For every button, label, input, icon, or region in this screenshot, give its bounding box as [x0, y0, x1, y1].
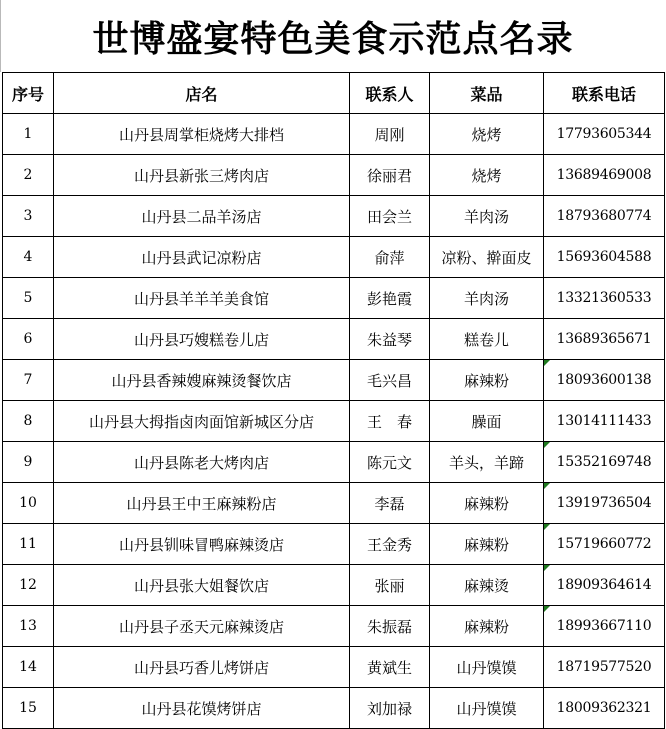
- cell-index: 6: [3, 319, 54, 360]
- cell-shop-name: 山丹县张大姐餐饮店: [54, 565, 350, 606]
- cell-phone: 13321360533: [544, 278, 665, 319]
- table-row: [3, 442, 665, 483]
- cell-index: 3: [3, 196, 54, 237]
- cell-index: 13: [3, 606, 54, 647]
- cell-dish: 山丹馍馍: [430, 688, 544, 729]
- cell-contact: 王 春: [350, 401, 430, 442]
- cell-shop-name: 山丹县子丞天元麻辣烫店: [54, 606, 350, 647]
- cell-contact: 朱振磊: [350, 606, 430, 647]
- cell-shop-name: 山丹县周掌柜烧烤大排档: [54, 114, 350, 155]
- cell-dish: 山丹馍馍: [430, 647, 544, 688]
- cell-dish: 麻辣粉: [430, 360, 544, 401]
- cell-contact: 张丽: [350, 565, 430, 606]
- cell-shop-name: 山丹县二品羊汤店: [54, 196, 350, 237]
- cell-dish: 糕卷儿: [430, 319, 544, 360]
- table-row: [3, 565, 665, 606]
- table-row: [3, 319, 665, 360]
- table-row: [3, 688, 665, 729]
- table-row: [3, 483, 665, 524]
- cell-phone: 18993667110: [544, 606, 665, 647]
- cell-shop-name: 山丹县陈老大烤肉店: [54, 442, 350, 483]
- table-row: [3, 524, 665, 565]
- header-dish: 菜品: [430, 73, 544, 114]
- cell-index: 12: [3, 565, 54, 606]
- cell-index: 15: [3, 688, 54, 729]
- cell-dish: 烧烤: [430, 155, 544, 196]
- cell-dish: 麻辣粉: [430, 606, 544, 647]
- cell-contact: 徐丽君: [350, 155, 430, 196]
- cell-index: 9: [3, 442, 54, 483]
- table-row: [3, 196, 665, 237]
- cell-phone: 13689469008: [544, 155, 665, 196]
- cell-phone: 18793680774: [544, 196, 665, 237]
- cell-contact: 朱益琴: [350, 319, 430, 360]
- cell-shop-name: 山丹县大拇指卤肉面馆新城区分店: [54, 401, 350, 442]
- restaurant-table: [2, 72, 665, 729]
- cell-index: 4: [3, 237, 54, 278]
- cell-phone: 13689365671: [544, 319, 665, 360]
- cell-dish: 臊面: [430, 401, 544, 442]
- table-row: [3, 360, 665, 401]
- cell-shop-name: 山丹县香辣嫂麻辣烫餐饮店: [54, 360, 350, 401]
- cell-shop-name: 山丹县新张三烤肉店: [54, 155, 350, 196]
- cell-dish: 麻辣粉: [430, 524, 544, 565]
- cell-dish: 麻辣粉: [430, 483, 544, 524]
- cell-index: 10: [3, 483, 54, 524]
- cell-phone: 15693604588: [544, 237, 665, 278]
- cell-phone: 18009362321: [544, 688, 665, 729]
- header-index: 序号: [3, 73, 54, 114]
- cell-phone: 18909364614: [544, 565, 665, 606]
- header-phone: 联系电话: [544, 73, 665, 114]
- table-row: [3, 401, 665, 442]
- cell-contact: 周刚: [350, 114, 430, 155]
- cell-index: 5: [3, 278, 54, 319]
- cell-contact: 李磊: [350, 483, 430, 524]
- cell-phone: 15352169748: [544, 442, 665, 483]
- cell-index: 1: [3, 114, 54, 155]
- cell-shop-name: 山丹县巧香儿烤饼店: [54, 647, 350, 688]
- table-row: [3, 606, 665, 647]
- table-header-row: [3, 73, 665, 114]
- table-body: [3, 114, 665, 729]
- cell-dish: 烧烤: [430, 114, 544, 155]
- cell-index: 11: [3, 524, 54, 565]
- cell-phone: 15719660772: [544, 524, 665, 565]
- table-row: [3, 647, 665, 688]
- cell-dish: 羊头，羊蹄: [430, 442, 544, 483]
- cell-contact: 俞萍: [350, 237, 430, 278]
- cell-dish: 羊肉汤: [430, 196, 544, 237]
- table-row: [3, 278, 665, 319]
- cell-shop-name: 山丹县巧嫂糕卷儿店: [54, 319, 350, 360]
- cell-contact: 黄斌生: [350, 647, 430, 688]
- cell-index: 14: [3, 647, 54, 688]
- cell-dish: 凉粉、擀面皮: [430, 237, 544, 278]
- cell-phone: 17793605344: [544, 114, 665, 155]
- cell-phone: 13014111433: [544, 401, 665, 442]
- cell-shop-name: 山丹县花馍烤饼店: [54, 688, 350, 729]
- cell-contact: 刘加禄: [350, 688, 430, 729]
- cell-dish: 麻辣烫: [430, 565, 544, 606]
- table-row: [3, 237, 665, 278]
- header-shop-name: 店名: [54, 73, 350, 114]
- page-title: 世博盛宴特色美食示范点名录: [92, 17, 574, 60]
- cell-dish: 羊肉汤: [430, 278, 544, 319]
- table-row: [3, 114, 665, 155]
- cell-shop-name: 山丹县王中王麻辣粉店: [54, 483, 350, 524]
- cell-index: 8: [3, 401, 54, 442]
- cell-contact: 田会兰: [350, 196, 430, 237]
- cell-index: 7: [3, 360, 54, 401]
- cell-shop-name: 山丹县钏味冒鸭麻辣烫店: [54, 524, 350, 565]
- cell-phone: 18093600138: [544, 360, 665, 401]
- cell-contact: 陈元文: [350, 442, 430, 483]
- cell-contact: 王金秀: [350, 524, 430, 565]
- table-row: [3, 155, 665, 196]
- cell-shop-name: 山丹县武记凉粉店: [54, 237, 350, 278]
- cell-contact: 毛兴昌: [350, 360, 430, 401]
- cell-phone: 13919736504: [544, 483, 665, 524]
- cell-shop-name: 山丹县羊羊羊美食馆: [54, 278, 350, 319]
- cell-phone: 18719577520: [544, 647, 665, 688]
- cell-contact: 彭艳霞: [350, 278, 430, 319]
- cell-index: 2: [3, 155, 54, 196]
- header-contact: 联系人: [350, 73, 430, 114]
